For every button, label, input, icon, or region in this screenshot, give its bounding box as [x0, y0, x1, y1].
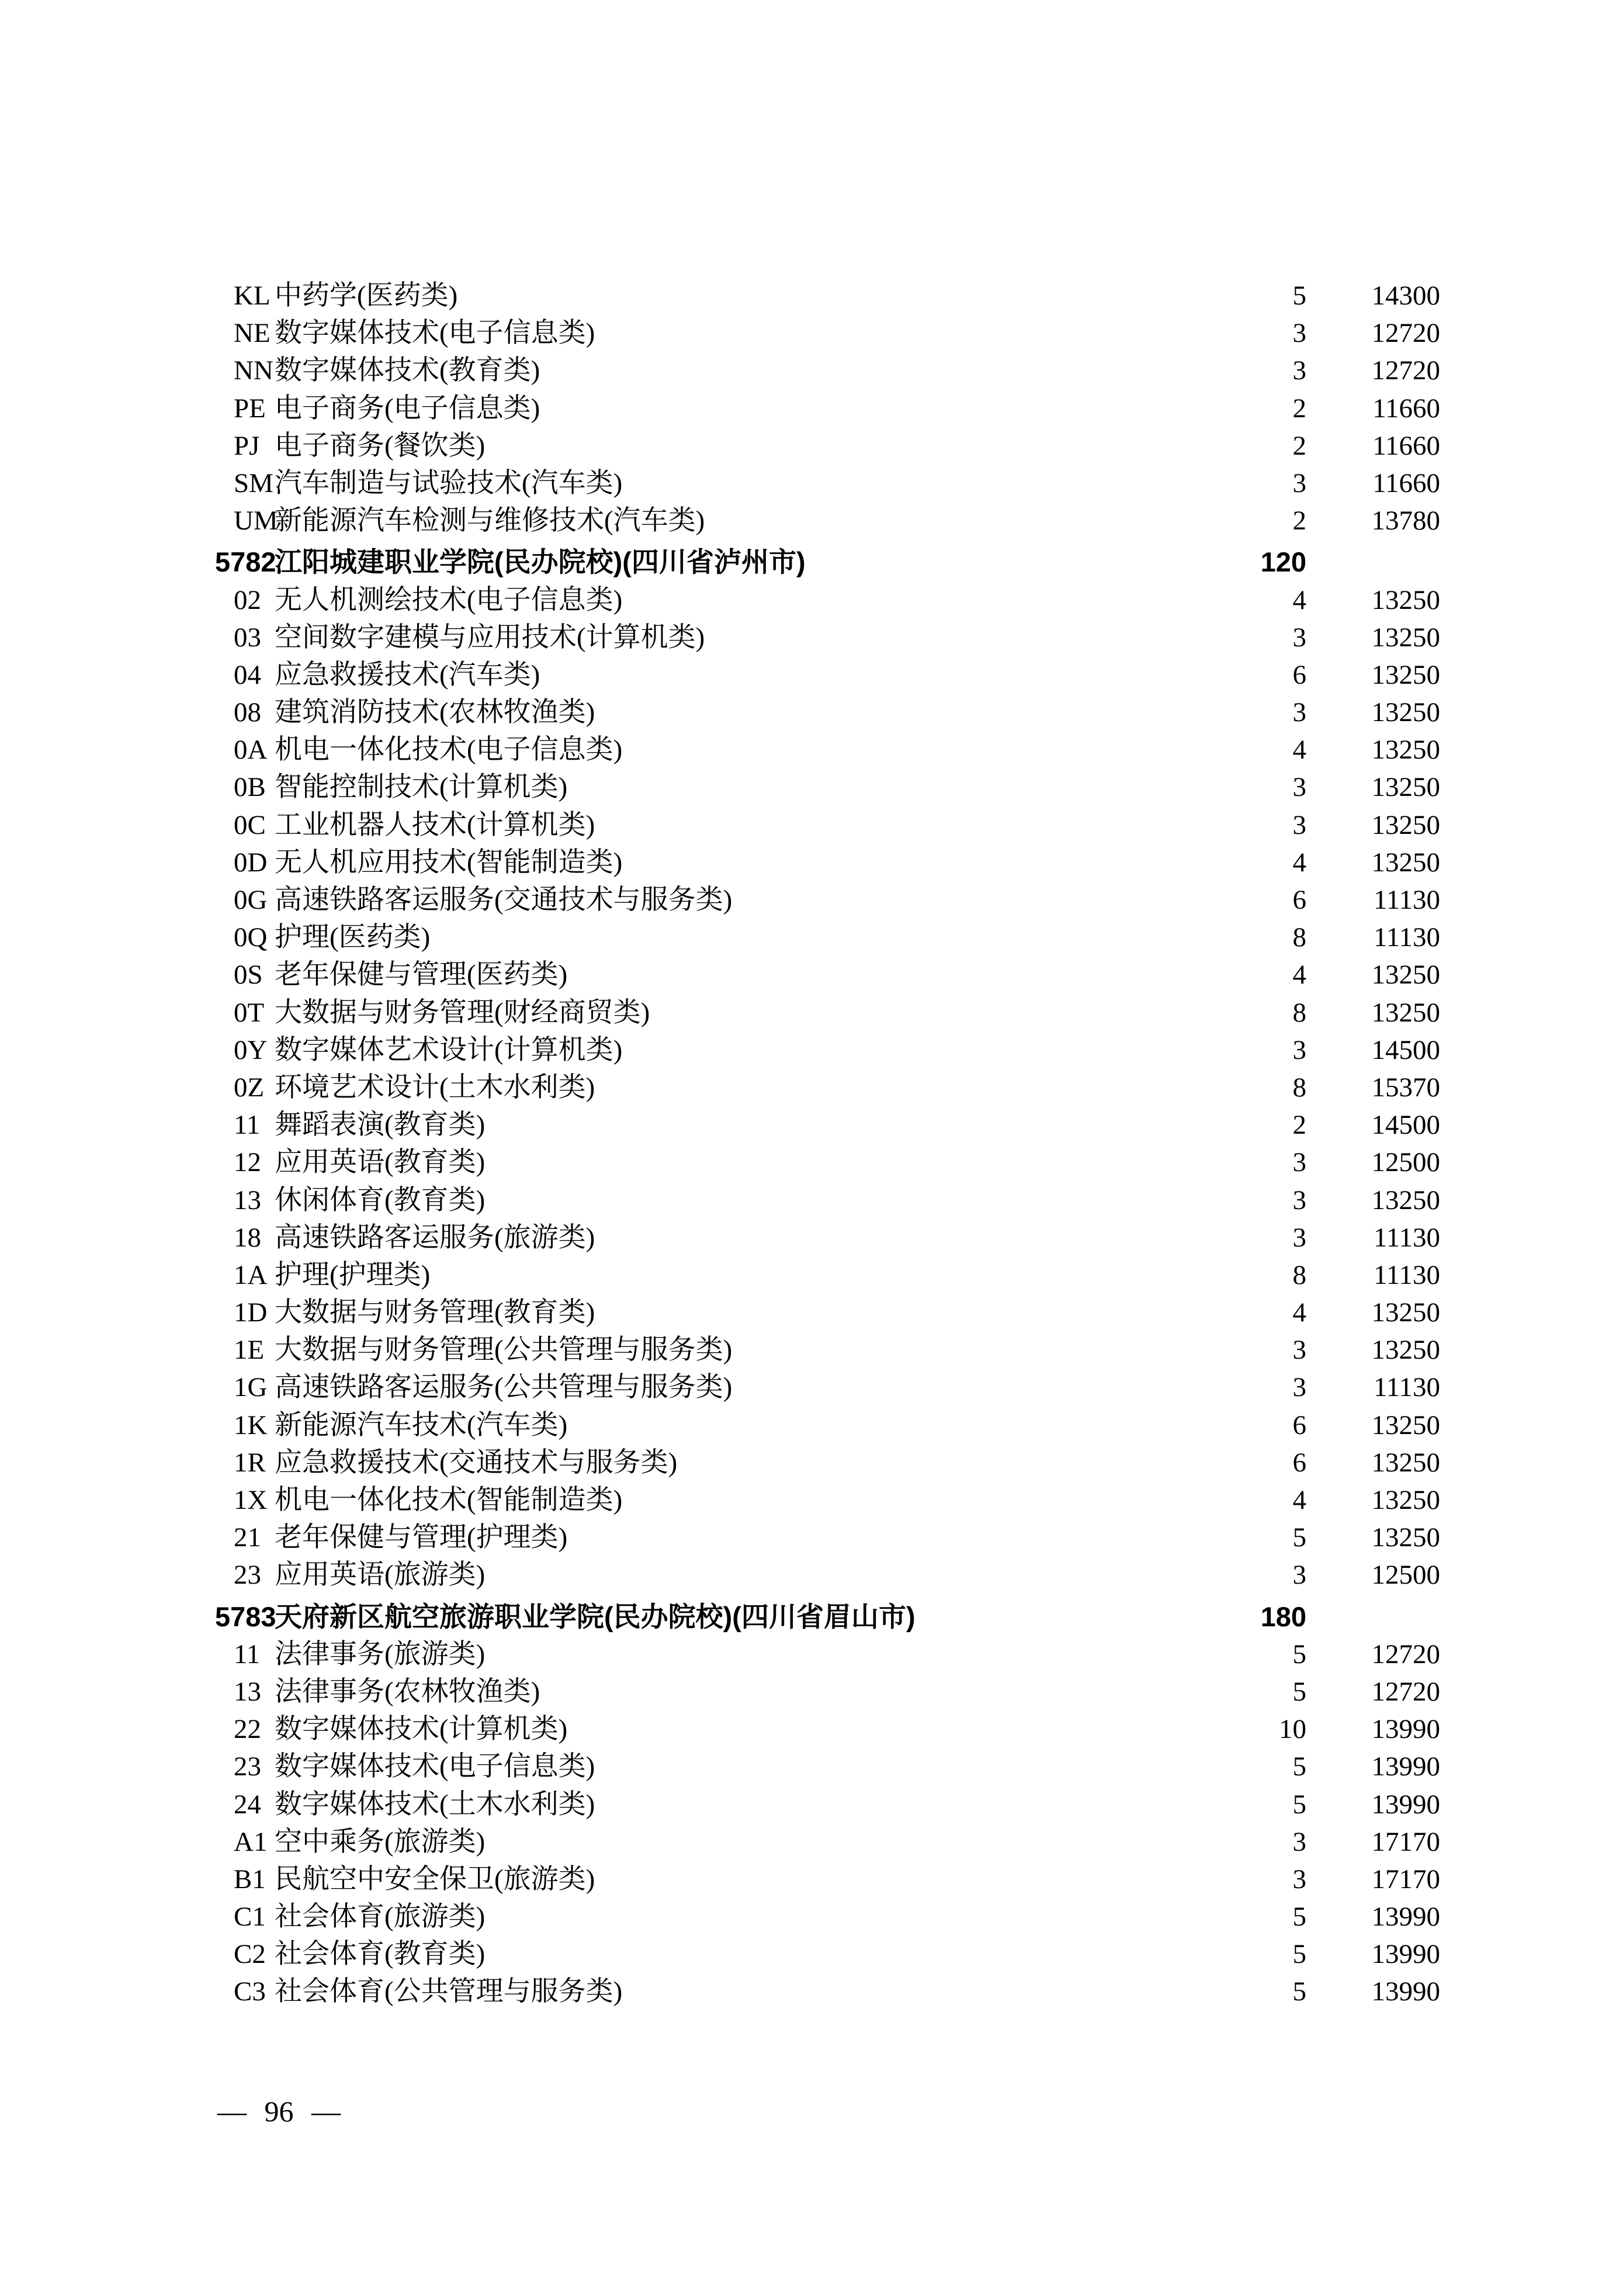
- major-name: 应急救援技术(汽车类): [275, 659, 540, 690]
- major-row: [0, 1294, 1623, 1331]
- major-name: 空间数字建模与应用技术(计算机类): [275, 622, 705, 653]
- major-row: [0, 881, 1623, 919]
- major-code: NE: [234, 318, 270, 349]
- major-plan-count: 5: [1292, 1939, 1306, 1970]
- major-name: 环境艺术设计(土木水利类): [275, 1072, 595, 1103]
- major-name: 老年保健与管理(医药类): [275, 960, 568, 991]
- major-name: 社会体育(公共管理与服务类): [275, 1976, 623, 2007]
- major-code: 0B: [234, 772, 266, 803]
- major-name: 护理(护理类): [275, 1259, 431, 1290]
- major-plan-count: 6: [1292, 659, 1306, 690]
- major-plan-count: 4: [1292, 584, 1306, 615]
- major-plan-count: 3: [1292, 1335, 1306, 1366]
- major-plan-count: 4: [1292, 847, 1306, 878]
- major-row: [0, 1407, 1623, 1444]
- major-name: 民航空中安全保卫(旅游类): [275, 1864, 595, 1895]
- major-code: 21: [234, 1522, 261, 1553]
- major-tuition-fee: 11660: [1372, 393, 1440, 424]
- major-plan-count: 3: [1292, 1147, 1306, 1178]
- major-tuition-fee: 11130: [1373, 1259, 1440, 1290]
- major-row: [0, 1256, 1623, 1294]
- major-name: 空中乘务(旅游类): [275, 1826, 485, 1857]
- major-name: 数字媒体技术(计算机类): [275, 1714, 568, 1745]
- major-tuition-fee: 11660: [1372, 430, 1440, 461]
- major-row: [0, 1673, 1623, 1710]
- major-name: 高速铁路客运服务(公共管理与服务类): [275, 1372, 733, 1403]
- major-row: [0, 427, 1623, 465]
- major-row: [0, 581, 1623, 619]
- major-tuition-fee: 17170: [1371, 1826, 1440, 1857]
- major-tuition-fee: 13990: [1371, 1902, 1440, 1933]
- major-plan-count: 5: [1292, 1976, 1306, 2007]
- major-tuition-fee: 13250: [1371, 1485, 1440, 1515]
- major-row: [0, 1144, 1623, 1181]
- major-row: [0, 1823, 1623, 1861]
- major-plan-count: 3: [1292, 1185, 1306, 1215]
- major-plan-count: 6: [1292, 1447, 1306, 1478]
- major-row: [0, 1219, 1623, 1256]
- major-tuition-fee: 12720: [1371, 1676, 1440, 1707]
- major-plan-count: 3: [1292, 1372, 1306, 1403]
- major-row: [0, 1748, 1623, 1785]
- major-tuition-fee: 13250: [1371, 960, 1440, 991]
- major-tuition-fee: 12500: [1371, 1560, 1440, 1591]
- major-code: 0Q: [234, 922, 268, 953]
- major-row: [0, 1710, 1623, 1748]
- major-plan-count: 3: [1292, 467, 1306, 498]
- major-row: [0, 731, 1623, 768]
- major-code: 12: [234, 1147, 261, 1178]
- major-plan-count: 2: [1292, 1110, 1306, 1141]
- major-code: 04: [234, 659, 261, 690]
- major-row: [0, 352, 1623, 389]
- major-tuition-fee: 13250: [1371, 847, 1440, 878]
- major-name: 数字媒体技术(电子信息类): [275, 318, 595, 349]
- school-plan-count: 180: [1260, 1601, 1306, 1632]
- school-name: 天府新区航空旅游职业学院(民办院校)(四川省眉山市): [275, 1601, 915, 1632]
- major-code: 1R: [234, 1447, 266, 1478]
- major-name: 应急救援技术(交通技术与服务类): [275, 1447, 678, 1478]
- major-code: PE: [234, 393, 266, 424]
- major-tuition-fee: 13250: [1371, 997, 1440, 1028]
- major-tuition-fee: 13250: [1371, 1185, 1440, 1215]
- major-tuition-fee: 13250: [1371, 659, 1440, 690]
- major-name: 电子商务(餐饮类): [275, 430, 485, 461]
- major-name: 数字媒体技术(教育类): [275, 355, 540, 386]
- major-row: [0, 1636, 1623, 1673]
- school-code: 5783: [215, 1601, 276, 1632]
- major-plan-count: 8: [1292, 922, 1306, 953]
- major-tuition-fee: 11130: [1373, 1372, 1440, 1403]
- major-name: 工业机器人技术(计算机类): [275, 809, 595, 840]
- major-name: 新能源汽车检测与维修技术(汽车类): [275, 505, 705, 536]
- major-row: [0, 1331, 1623, 1369]
- major-code: 1K: [234, 1410, 268, 1440]
- major-row: [0, 1369, 1623, 1406]
- major-row: [0, 694, 1623, 731]
- major-row: [0, 465, 1623, 502]
- major-plan-count: 5: [1292, 1751, 1306, 1782]
- major-row: [0, 1444, 1623, 1481]
- page-number-text: — 96 —: [217, 2095, 341, 2128]
- major-name: 数字媒体技术(土木水利类): [275, 1789, 595, 1820]
- major-row: [0, 844, 1623, 881]
- major-tuition-fee: 13780: [1371, 505, 1440, 536]
- major-tuition-fee: 15370: [1371, 1072, 1440, 1103]
- major-plan-count: 4: [1292, 960, 1306, 991]
- major-row: [0, 390, 1623, 427]
- major-tuition-fee: 13990: [1371, 1714, 1440, 1745]
- major-row: [0, 656, 1623, 694]
- school-header-row: [0, 1598, 1623, 1636]
- major-row: [0, 1973, 1623, 2010]
- major-tuition-fee: 12720: [1371, 318, 1440, 349]
- major-code: 03: [234, 622, 261, 653]
- major-plan-count: 2: [1292, 505, 1306, 536]
- major-name: 护理(医药类): [275, 922, 431, 953]
- major-code: 1E: [234, 1335, 265, 1366]
- major-name: 数字媒体技术(电子信息类): [275, 1751, 595, 1782]
- major-tuition-fee: 12500: [1371, 1147, 1440, 1178]
- major-tuition-fee: 11130: [1373, 922, 1440, 953]
- major-code: 0G: [234, 885, 268, 915]
- school-name: 江阳城建职业学院(民办院校)(四川省泸州市): [275, 546, 806, 578]
- major-code: C3: [234, 1976, 266, 2007]
- major-code: 23: [234, 1560, 261, 1591]
- major-code: A1: [234, 1826, 268, 1857]
- major-name: 中药学(医药类): [275, 280, 458, 311]
- major-code: 0S: [234, 960, 263, 991]
- major-plan-count: 3: [1292, 1034, 1306, 1065]
- major-tuition-fee: 12720: [1371, 1639, 1440, 1670]
- major-plan-count: 5: [1292, 1676, 1306, 1707]
- major-plan-count: 2: [1292, 430, 1306, 461]
- major-row: [0, 1861, 1623, 1898]
- major-name: 休闲体育(教育类): [275, 1185, 485, 1215]
- major-name: 无人机测绘技术(电子信息类): [275, 584, 623, 615]
- major-tuition-fee: 13250: [1371, 622, 1440, 653]
- major-tuition-fee: 13250: [1371, 584, 1440, 615]
- major-plan-count: 3: [1292, 1864, 1306, 1895]
- major-name: 建筑消防技术(农林牧渔类): [275, 697, 595, 728]
- major-plan-count: 4: [1292, 1485, 1306, 1515]
- major-tuition-fee: 13250: [1371, 772, 1440, 803]
- major-row: [0, 806, 1623, 844]
- major-name: 新能源汽车技术(汽车类): [275, 1410, 568, 1440]
- major-code: UM: [234, 505, 278, 536]
- major-tuition-fee: 13250: [1371, 809, 1440, 840]
- major-tuition-fee: 13990: [1371, 1976, 1440, 2007]
- major-code: 0Z: [234, 1072, 265, 1103]
- major-code: 1G: [234, 1372, 268, 1403]
- major-name: 老年保健与管理(护理类): [275, 1522, 568, 1553]
- major-tuition-fee: 13250: [1371, 1297, 1440, 1328]
- major-plan-count: 3: [1292, 1560, 1306, 1591]
- major-code: 23: [234, 1751, 261, 1782]
- major-plan-count: 4: [1292, 1297, 1306, 1328]
- major-tuition-fee: 13990: [1371, 1939, 1440, 1970]
- major-plan-count: 8: [1292, 1259, 1306, 1290]
- major-name: 大数据与财务管理(财经商贸类): [275, 997, 650, 1028]
- major-name: 机电一体化技术(智能制造类): [275, 1485, 623, 1515]
- major-code: PJ: [234, 430, 260, 461]
- major-plan-count: 3: [1292, 622, 1306, 653]
- major-row: [0, 1182, 1623, 1219]
- major-plan-count: 5: [1292, 1639, 1306, 1670]
- major-code: 0T: [234, 997, 265, 1028]
- major-plan-count: 6: [1292, 1410, 1306, 1440]
- major-tuition-fee: 11660: [1372, 467, 1440, 498]
- major-code: KL: [234, 280, 270, 311]
- major-plan-count: 5: [1292, 1789, 1306, 1820]
- major-code: 02: [234, 584, 261, 615]
- major-code: 24: [234, 1789, 261, 1820]
- major-tuition-fee: 14500: [1371, 1034, 1440, 1065]
- enrollment-table: [0, 277, 1623, 2011]
- major-code: 1A: [234, 1259, 268, 1290]
- major-code: 22: [234, 1714, 261, 1745]
- major-name: 法律事务(旅游类): [275, 1639, 485, 1670]
- major-row: [0, 919, 1623, 956]
- major-name: 大数据与财务管理(公共管理与服务类): [275, 1335, 733, 1366]
- major-code: 0C: [234, 809, 266, 840]
- major-code: C2: [234, 1939, 266, 1970]
- major-code: 1D: [234, 1297, 268, 1328]
- major-plan-count: 3: [1292, 772, 1306, 803]
- major-tuition-fee: 11130: [1373, 885, 1440, 915]
- major-code: 1X: [234, 1485, 268, 1515]
- major-plan-count: 3: [1292, 318, 1306, 349]
- major-tuition-fee: 13250: [1371, 697, 1440, 728]
- major-row: [0, 1069, 1623, 1106]
- major-tuition-fee: 11130: [1373, 1222, 1440, 1253]
- school-plan-count: 120: [1260, 546, 1306, 578]
- major-code: 11: [234, 1639, 261, 1670]
- major-plan-count: 8: [1292, 997, 1306, 1028]
- major-code: 0A: [234, 735, 268, 766]
- major-name: 舞蹈表演(教育类): [275, 1110, 485, 1141]
- major-row: [0, 502, 1623, 539]
- major-name: 无人机应用技术(智能制造类): [275, 847, 623, 878]
- major-row: [0, 1519, 1623, 1556]
- major-name: 高速铁路客运服务(旅游类): [275, 1222, 595, 1253]
- major-row: [0, 956, 1623, 993]
- major-code: 0Y: [234, 1034, 268, 1065]
- major-plan-count: 8: [1292, 1072, 1306, 1103]
- major-tuition-fee: 13250: [1371, 1522, 1440, 1553]
- major-tuition-fee: 13250: [1371, 1410, 1440, 1440]
- major-row: [0, 1031, 1623, 1069]
- major-tuition-fee: 17170: [1371, 1864, 1440, 1895]
- major-code: SM: [234, 467, 273, 498]
- major-row: [0, 314, 1623, 352]
- page-number: [217, 2093, 341, 2129]
- major-row: [0, 1481, 1623, 1519]
- major-code: NN: [234, 355, 273, 386]
- major-code: 18: [234, 1222, 261, 1253]
- major-name: 应用英语(教育类): [275, 1147, 485, 1178]
- major-plan-count: 2: [1292, 393, 1306, 424]
- major-name: 社会体育(旅游类): [275, 1902, 485, 1933]
- major-plan-count: 3: [1292, 1222, 1306, 1253]
- major-plan-count: 5: [1292, 280, 1306, 311]
- major-plan-count: 3: [1292, 355, 1306, 386]
- major-tuition-fee: 13990: [1371, 1751, 1440, 1782]
- major-name: 机电一体化技术(电子信息类): [275, 735, 623, 766]
- major-code: 11: [234, 1110, 261, 1141]
- major-row: [0, 994, 1623, 1031]
- major-name: 法律事务(农林牧渔类): [275, 1676, 540, 1707]
- major-row: [0, 1898, 1623, 1935]
- major-plan-count: 5: [1292, 1902, 1306, 1933]
- major-code: 13: [234, 1676, 261, 1707]
- major-tuition-fee: 14500: [1371, 1110, 1440, 1141]
- major-tuition-fee: 13990: [1371, 1789, 1440, 1820]
- major-row: [0, 1106, 1623, 1144]
- major-tuition-fee: 13250: [1371, 1447, 1440, 1478]
- major-row: [0, 1556, 1623, 1594]
- major-name: 社会体育(教育类): [275, 1939, 485, 1970]
- major-row: [0, 277, 1623, 314]
- major-code: 0D: [234, 847, 268, 878]
- school-header-row: [0, 543, 1623, 581]
- major-row: [0, 1786, 1623, 1823]
- major-tuition-fee: 13250: [1371, 1335, 1440, 1366]
- major-name: 数字媒体艺术设计(计算机类): [275, 1034, 623, 1065]
- major-name: 大数据与财务管理(教育类): [275, 1297, 595, 1328]
- major-name: 应用英语(旅游类): [275, 1560, 485, 1591]
- major-plan-count: 3: [1292, 697, 1306, 728]
- major-plan-count: 6: [1292, 885, 1306, 915]
- major-plan-count: 5: [1292, 1522, 1306, 1553]
- major-code: C1: [234, 1902, 266, 1933]
- major-name: 汽车制造与试验技术(汽车类): [275, 467, 623, 498]
- major-row: [0, 1935, 1623, 1973]
- major-plan-count: 10: [1279, 1714, 1306, 1745]
- major-name: 智能控制技术(计算机类): [275, 772, 568, 803]
- major-row: [0, 619, 1623, 656]
- major-code: B1: [234, 1864, 266, 1895]
- major-plan-count: 3: [1292, 1826, 1306, 1857]
- major-name: 高速铁路客运服务(交通技术与服务类): [275, 885, 733, 915]
- major-plan-count: 4: [1292, 735, 1306, 766]
- major-code: 13: [234, 1185, 261, 1215]
- major-row: [0, 768, 1623, 806]
- major-tuition-fee: 12720: [1371, 355, 1440, 386]
- school-code: 5782: [215, 546, 276, 578]
- major-plan-count: 3: [1292, 809, 1306, 840]
- major-tuition-fee: 14300: [1371, 280, 1440, 311]
- major-code: 08: [234, 697, 261, 728]
- major-name: 电子商务(电子信息类): [275, 393, 540, 424]
- major-tuition-fee: 13250: [1371, 735, 1440, 766]
